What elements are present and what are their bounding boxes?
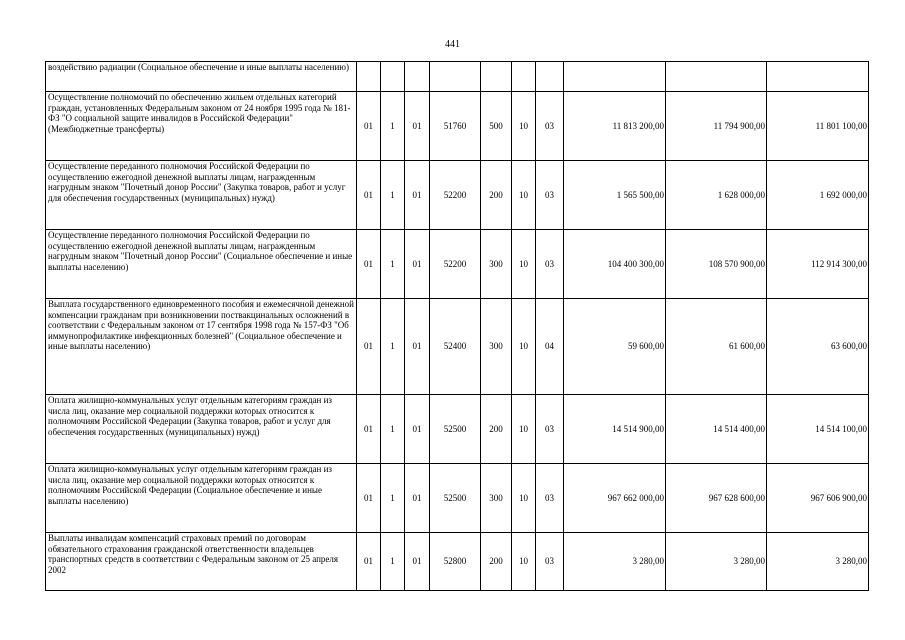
code-subsection: 03 bbox=[536, 230, 564, 299]
amount-year-2: 61 600,00 bbox=[666, 299, 767, 395]
code-direction: 52400 bbox=[430, 299, 481, 395]
amount-year-2: 11 794 900,00 bbox=[666, 92, 767, 161]
code-direction: 52800 bbox=[430, 533, 481, 591]
row-description: Осуществление переданного полномочия Российской Федерации по осуществлению ежегодной денежной выплаты лицам, награжденным нагрудным знаком "Почетный донор России" (Социальное обеспечение и иные выплаты населению) bbox=[46, 230, 357, 299]
code-program: 1 bbox=[381, 395, 405, 464]
table-row bbox=[46, 464, 869, 533]
code-section: 10 bbox=[512, 464, 536, 533]
code-subsection: 03 bbox=[536, 92, 564, 161]
amount-year-2: 108 570 900,00 bbox=[666, 230, 767, 299]
amount-year-1: 104 400 300,00 bbox=[564, 230, 666, 299]
code-subsection: 03 bbox=[536, 533, 564, 591]
code-subprogram: 01 bbox=[405, 464, 430, 533]
code-program: 1 bbox=[381, 161, 405, 230]
code-subprogram: 01 bbox=[405, 299, 430, 395]
code-subprogram: 01 bbox=[405, 161, 430, 230]
code-program: 1 bbox=[381, 92, 405, 161]
amount-year-3: 14 514 100,00 bbox=[767, 395, 869, 464]
row-description: Выплата государственного единовременного пособия и ежемесячной денежной компенсации гражданам при возникновении поствакцинальных осложнений в соответствии с Федеральным законом от 17 сентября 1998 года № 157-ФЗ "Об иммунопрофилактике инфекционных болезней" (Социальное обеспечение и иные выплаты населению) bbox=[46, 299, 357, 395]
amount-year-1: 967 662 000,00 bbox=[564, 464, 666, 533]
code-expense-type: 200 bbox=[481, 161, 512, 230]
amount-year-2: 967 628 600,00 bbox=[666, 464, 767, 533]
budget-table bbox=[45, 61, 869, 591]
table-row bbox=[46, 230, 869, 299]
amount-year-2: 14 514 400,00 bbox=[666, 395, 767, 464]
code-expense-type: 300 bbox=[481, 230, 512, 299]
code-subsection: 03 bbox=[536, 464, 564, 533]
code-expense-type: 500 bbox=[481, 92, 512, 161]
code-expense-type: 200 bbox=[481, 395, 512, 464]
table-row bbox=[46, 92, 869, 161]
code-ministry: 01 bbox=[357, 299, 381, 395]
amount-year-1 bbox=[564, 62, 666, 92]
amount-year-1: 59 600,00 bbox=[564, 299, 666, 395]
code-ministry: 01 bbox=[357, 230, 381, 299]
code-subprogram bbox=[405, 62, 430, 92]
code-direction: 51760 bbox=[430, 92, 481, 161]
code-section: 10 bbox=[512, 299, 536, 395]
code-subsection: 03 bbox=[536, 161, 564, 230]
row-description: Осуществление полномочий по обеспечению жильем отдельных категорий граждан, установленных Федеральным законом от 24 ноября 1995 года № 181-ФЗ "О социальной защите инвалидов в Российской Федерации" (Межбюджетные трансферты) bbox=[46, 92, 357, 161]
code-subsection: 03 bbox=[536, 395, 564, 464]
amount-year-3: 1 692 000,00 bbox=[767, 161, 869, 230]
code-ministry: 01 bbox=[357, 395, 381, 464]
code-subsection bbox=[536, 62, 564, 92]
code-ministry bbox=[357, 62, 381, 92]
code-ministry: 01 bbox=[357, 533, 381, 591]
amount-year-2: 3 280,00 bbox=[666, 533, 767, 591]
row-description: Выплаты инвалидам компенсаций страховых премий по договорам обязательного страхования гражданской ответственности владельцев транспортных средств в соответствии с Федеральным законом от 25 апреля 2002 bbox=[46, 533, 357, 591]
amount-year-3: 63 600,00 bbox=[767, 299, 869, 395]
row-description: Оплата жилищно-коммунальных услуг отдельным категориям граждан из числа лиц, оказание мер социальной поддержки которых относится к полномочиям Российской Федерации (Социальное обеспечение и иные выплаты населению) bbox=[46, 464, 357, 533]
code-ministry: 01 bbox=[357, 92, 381, 161]
code-expense-type: 200 bbox=[481, 533, 512, 591]
table-row bbox=[46, 62, 869, 92]
amount-year-1: 14 514 900,00 bbox=[564, 395, 666, 464]
row-description: Оплата жилищно-коммунальных услуг отдельным категориям граждан из числа лиц, оказание мер социальной поддержки которых относится к полномочиям Российской Федерации (Закупка товаров, работ и услуг для обеспечения государственных (муниципальных) нужд) bbox=[46, 395, 357, 464]
code-subprogram: 01 bbox=[405, 395, 430, 464]
code-direction: 52500 bbox=[430, 464, 481, 533]
code-program: 1 bbox=[381, 464, 405, 533]
code-ministry: 01 bbox=[357, 161, 381, 230]
code-section: 10 bbox=[512, 230, 536, 299]
table-row bbox=[46, 299, 869, 395]
amount-year-3 bbox=[767, 62, 869, 92]
code-direction: 52500 bbox=[430, 395, 481, 464]
code-ministry: 01 bbox=[357, 464, 381, 533]
code-subprogram: 01 bbox=[405, 92, 430, 161]
code-section: 10 bbox=[512, 395, 536, 464]
amount-year-1: 11 813 200,00 bbox=[564, 92, 666, 161]
amount-year-2 bbox=[666, 62, 767, 92]
code-subprogram: 01 bbox=[405, 230, 430, 299]
code-program bbox=[381, 62, 405, 92]
code-direction: 52200 bbox=[430, 161, 481, 230]
code-direction: 52200 bbox=[430, 230, 481, 299]
code-subsection: 04 bbox=[536, 299, 564, 395]
code-program: 1 bbox=[381, 299, 405, 395]
amount-year-2: 1 628 000,00 bbox=[666, 161, 767, 230]
row-description: воздействию радиации (Социальное обеспечение и иные выплаты населению) bbox=[46, 62, 357, 92]
code-direction bbox=[430, 62, 481, 92]
code-expense-type: 300 bbox=[481, 299, 512, 395]
code-program: 1 bbox=[381, 533, 405, 591]
table-row bbox=[46, 533, 869, 591]
code-section: 10 bbox=[512, 161, 536, 230]
table-row bbox=[46, 161, 869, 230]
code-section: 10 bbox=[512, 533, 536, 591]
code-section bbox=[512, 62, 536, 92]
amount-year-3: 3 280,00 bbox=[767, 533, 869, 591]
code-expense-type bbox=[481, 62, 512, 92]
amount-year-3: 112 914 300,00 bbox=[767, 230, 869, 299]
amount-year-3: 11 801 100,00 bbox=[767, 92, 869, 161]
code-program: 1 bbox=[381, 230, 405, 299]
code-subprogram: 01 bbox=[405, 533, 430, 591]
amount-year-1: 3 280,00 bbox=[564, 533, 666, 591]
table-row bbox=[46, 395, 869, 464]
table-body bbox=[46, 62, 869, 591]
code-section: 10 bbox=[512, 92, 536, 161]
page-number: 441 bbox=[445, 39, 460, 50]
amount-year-3: 967 606 900,00 bbox=[767, 464, 869, 533]
amount-year-1: 1 565 500,00 bbox=[564, 161, 666, 230]
row-description: Осуществление переданного полномочия Российской Федерации по осуществлению ежегодной денежной выплаты лицам, награжденным нагрудным знаком "Почетный донор России" (Закупка товаров, работ и услуг для обеспечения государственных (муниципальных) нужд) bbox=[46, 161, 357, 230]
code-expense-type: 300 bbox=[481, 464, 512, 533]
